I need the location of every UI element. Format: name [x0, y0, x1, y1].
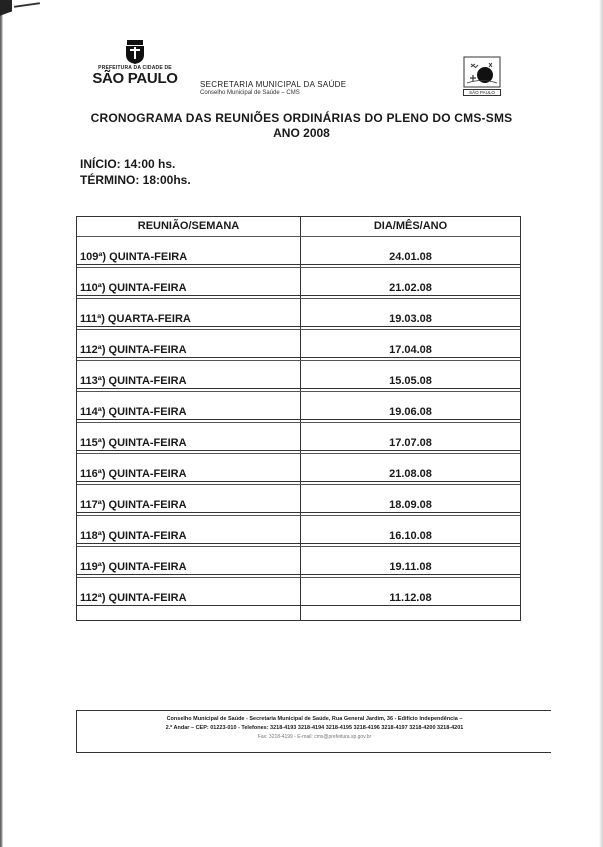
meeting-cell: 115ª) QUINTA-FEIRA	[80, 437, 187, 449]
row-separator	[77, 298, 520, 299]
table-row	[77, 267, 520, 298]
row-separator	[77, 484, 520, 485]
date-cell: 19.11.08	[389, 561, 432, 573]
secretaria-title: SECRETARIA MUNICIPAL DA SAÚDE	[200, 80, 347, 89]
meeting-cell: 117ª) QUINTA-FEIRA	[80, 499, 187, 511]
conselho-subtitle: Conselho Municipal de Saúde – CMS	[200, 90, 300, 96]
meeting-cell: 110ª) QUINTA-FEIRA	[80, 282, 187, 294]
schedule-table	[76, 216, 521, 621]
row-separator	[77, 267, 520, 268]
end-time: TÉRMINO: 18:00hs.	[80, 173, 191, 187]
scan-top-mark	[14, 2, 40, 8]
row-separator	[77, 453, 520, 454]
table-row	[77, 484, 520, 515]
meeting-cell: 109ª) QUINTA-FEIRA	[80, 251, 188, 263]
meeting-cell: 119ª) QUINTA-FEIRA	[80, 561, 187, 573]
meeting-times	[80, 156, 191, 188]
date-cell: 18.09.08	[389, 499, 432, 511]
table-row	[77, 360, 520, 391]
row-underline	[77, 481, 520, 482]
meeting-cell: 112ª) QUINTA-FEIRA	[80, 344, 187, 356]
date-cell: 17.04.08	[389, 344, 432, 356]
row-separator	[77, 577, 520, 578]
date-cell: 11.12.08	[389, 592, 432, 604]
date-cell: 19.03.08	[389, 313, 432, 325]
city-name: SÃO PAULO	[92, 70, 178, 87]
row-separator	[77, 360, 520, 361]
address-footer	[76, 710, 551, 753]
footer-phones: 2.º Andar – CEP: 01223-010 - Telefones: 3218-4193 3218-4194 3218-4195 3218-4196 3218-4197 3218-4200 3218-4201	[165, 725, 464, 731]
table-row	[77, 422, 520, 453]
row-underline	[77, 419, 520, 420]
header-date: DIA/MÊS/ANO	[373, 220, 448, 232]
meeting-cell: 114ª) QUINTA-FEIRA	[80, 406, 187, 418]
date-cell: 16.10.08	[389, 530, 432, 542]
footer-address: Conselho Municipal de Saúde - Secretaria Municipal de Saúde, Rua General Jardim, 36 - Edifício Independência –	[166, 716, 463, 722]
row-separator	[77, 422, 520, 423]
row-underline	[77, 388, 520, 389]
city-crest-icon	[124, 40, 146, 64]
meeting-cell: 116ª) QUINTA-FEIRA	[80, 468, 187, 480]
table-row	[77, 329, 520, 360]
table-header-row	[77, 217, 520, 236]
date-cell: 21.02.08	[389, 282, 432, 294]
cms-logo	[463, 56, 501, 96]
date-cell: 15.05.08	[389, 375, 432, 387]
meeting-cell: 118ª) QUINTA-FEIRA	[80, 530, 187, 542]
row-underline	[77, 357, 520, 358]
table-row	[77, 391, 520, 422]
prefeitura-label: PREFEITURA DA CIDADE DE	[98, 65, 172, 71]
row-separator	[77, 546, 520, 547]
row-separator	[77, 515, 520, 516]
table-row	[77, 236, 520, 267]
document-title: CRONOGRAMA DAS REUNIÕES ORDINÁRIAS DO PLENO DO CMS-SMS	[90, 111, 513, 125]
cms-logo-label: SÃO PAULO	[463, 89, 501, 96]
document-year: ANO 2008	[273, 126, 330, 140]
date-cell: 21.08.08	[389, 468, 432, 480]
header-meeting: REUNIÃO/SEMANA	[137, 220, 240, 232]
date-cell: 19.06.08	[389, 406, 432, 418]
meeting-cell: 113ª) QUINTA-FEIRA	[80, 375, 187, 387]
row-underline	[77, 574, 520, 575]
row-underline	[77, 512, 520, 513]
meeting-cell: 111ª) QUARTA-FEIRA	[80, 313, 191, 325]
start-time: INÍCIO: 14:00 hs.	[80, 157, 176, 171]
scan-corner-mark	[0, 0, 12, 40]
city-logo	[80, 40, 190, 86]
table-row	[77, 453, 520, 484]
cms-emblem-icon	[463, 56, 501, 88]
row-separator	[77, 391, 520, 392]
row-underline	[77, 295, 520, 296]
row-underline	[77, 543, 520, 544]
table-row	[77, 298, 520, 329]
secretaria-block	[200, 80, 420, 96]
row-separator	[77, 236, 520, 237]
table-row	[77, 515, 520, 546]
row-separator	[77, 329, 520, 330]
row-underline	[77, 326, 520, 327]
date-cell: 24.01.08	[389, 251, 432, 263]
footer-contact: Fax: 3218-4199 - E-mail: cms@prefeitura.sp.gov.br	[257, 734, 372, 740]
row-underline	[77, 605, 520, 606]
meeting-cell: 112ª) QUINTA-FEIRA	[80, 592, 187, 604]
row-underline	[77, 264, 520, 265]
table-row	[77, 577, 520, 608]
row-underline	[77, 450, 520, 451]
date-cell: 17.07.08	[389, 437, 432, 449]
table-row	[77, 546, 520, 577]
